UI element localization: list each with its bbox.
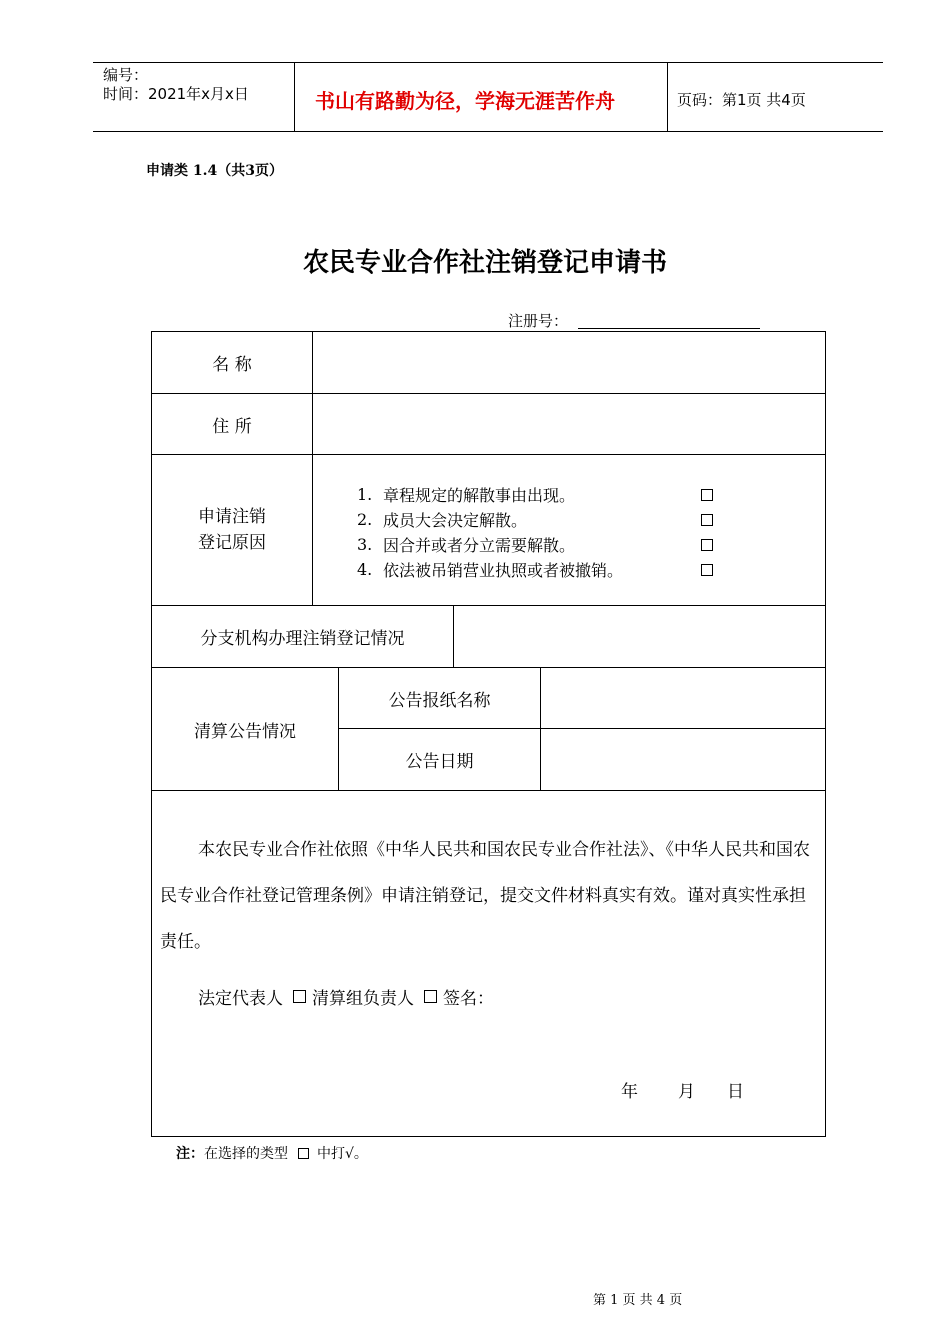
page-footer: 第 1 页 共 4 页 [593, 1293, 683, 1308]
reason-item [357, 557, 713, 582]
row-divider [152, 790, 825, 791]
name-field[interactable] [313, 332, 825, 393]
number-label: 编号： [103, 66, 149, 84]
header-meta [103, 66, 249, 104]
announce-date-label: 公告日期 [405, 752, 474, 772]
date-year: 年 [621, 1082, 638, 1102]
signature-row [198, 984, 494, 1009]
name-label: 名 称 [212, 355, 252, 375]
application-form [151, 331, 826, 1137]
newspaper-field[interactable] [541, 668, 825, 728]
reason-checkbox[interactable] [701, 564, 713, 576]
announce-date-field[interactable] [541, 729, 825, 790]
reason-text: 因合并或者分立需要解散。 [383, 536, 576, 555]
reason-text: 依法被吊销营业执照或者被撤销。 [383, 561, 624, 580]
address-field[interactable] [313, 394, 825, 454]
reason-label-line: 登记原因 [198, 533, 266, 553]
reason-item [357, 482, 713, 507]
legal-rep-checkbox[interactable] [293, 990, 306, 1003]
form-category: 申请类 1.4（共3页） [146, 163, 283, 179]
header-page-info: 页码：第1页 共4页 [677, 91, 806, 109]
header-divider [667, 63, 668, 131]
signature-label: 签名： [443, 989, 494, 1009]
liquidation-head-label: 清算组负责人 [312, 989, 414, 1009]
reason-number: 2. [357, 510, 373, 529]
reason-checkbox[interactable] [701, 539, 713, 551]
note-text: 中打√。 [317, 1146, 368, 1162]
reason-label-line: 申请注销 [198, 507, 266, 527]
reason-label [152, 455, 312, 605]
declaration-text: 本农民专业合作社依照《中华人民共和国农民专业合作社法》、《中华人民共和国农民专业合作社登记管理条例》申请注销登记，提交文件材料真实有效。谨对真实性承担责任。 [160, 840, 810, 952]
form-note [176, 1143, 368, 1163]
branch-label: 分支机构办理注销登记情况 [200, 629, 405, 649]
reason-text: 成员大会决定解散。 [383, 511, 528, 530]
branch-field[interactable] [454, 606, 825, 667]
reason-number: 4. [357, 560, 373, 579]
reason-text: 章程规定的解散事由出现。 [383, 486, 576, 505]
date-month: 月 [678, 1082, 695, 1102]
note-checkbox-icon [298, 1148, 309, 1159]
page-title: 农民专业合作社注销登记申请书 [302, 248, 667, 278]
document-header [93, 62, 883, 132]
reason-number: 1. [357, 485, 373, 504]
liquidation-head-checkbox[interactable] [424, 990, 437, 1003]
note-text: 在选择的类型 [204, 1146, 288, 1162]
liquidation-label: 清算公告情况 [194, 721, 296, 742]
address-label: 住 所 [212, 416, 252, 437]
reason-item [357, 532, 713, 557]
reason-checkbox[interactable] [701, 489, 713, 501]
header-motto: 书山有路勤为径，学海无涯苦作舟 [315, 89, 615, 113]
reason-number: 3. [357, 535, 373, 554]
time-label: 时间：2021年x月x日 [103, 85, 249, 103]
registration-label: 注册号： [508, 312, 569, 330]
reason-item [357, 507, 713, 532]
newspaper-label: 公告报纸名称 [388, 690, 491, 711]
legal-rep-label: 法定代表人 [198, 989, 283, 1009]
reason-checkbox[interactable] [701, 514, 713, 526]
registration-field[interactable] [578, 328, 760, 329]
note-prefix: 注： [176, 1146, 204, 1162]
header-divider [294, 63, 295, 131]
date-day: 日 [727, 1082, 744, 1102]
reason-list [357, 482, 713, 582]
